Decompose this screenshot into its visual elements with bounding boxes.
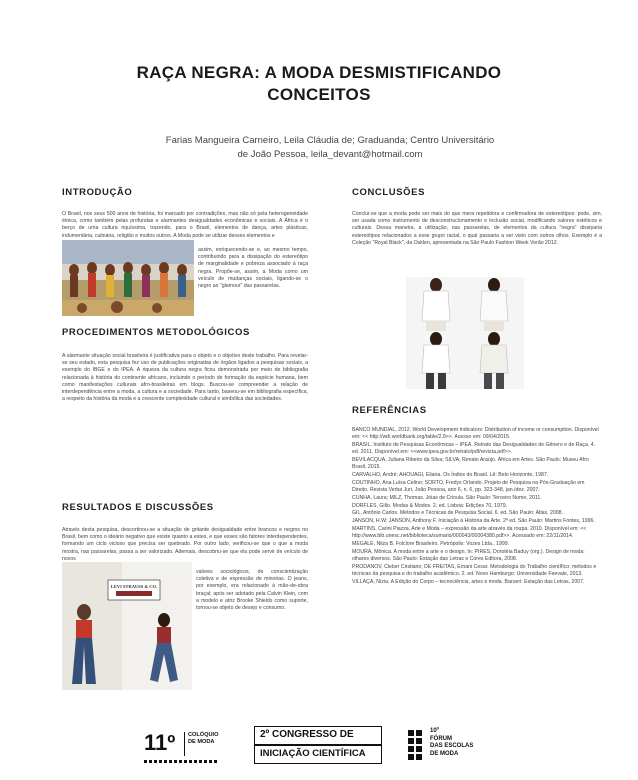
conclusions-heading: CONCLUSÕES [352,187,426,198]
results-text-top: Através desta pesquisa, descortinou-se a situação de gritante desigualdade entre brancos e negros no Brasil, bem como o ideário negativo que existe quanto a estes, e que esses são fatores interdependentes, formando um ciclo vicioso que precisa ser quebrado. Por outro lado, verificou-se que o que a moda mostra, nas passarelas, passa a ser valorizado. Ademais, descobriu-se que ela pode servir de veículo de novos [62,527,308,562]
coloquio-line-2: DE MODA [188,739,215,745]
results-text-side: valores sociológicos, de conscientização coletiva e de expressão de minorias. O jeans, por exemplo, era relacionado à mão-de-obra braçal; após ser adotado pela Calvin Klein, com a modelo e atriz Brooke Shields como suporte, tornou-se objeto de desejo e consumo. [196,569,308,612]
references-heading: REFERÊNCIAS [352,405,427,416]
forum-line-3: DE MODA [430,750,459,757]
forum-line-2: DAS ESCOLAS [430,743,474,749]
forum-number: 10º [430,728,439,734]
reference-item: DORFLES, Gillo. Modas & Modos. 2. ed. Lisboa: Edições 70, 1979. [352,502,508,509]
jeans-ad-image [62,562,192,690]
congresso-line-2: INICIAÇÃO CIENTÍFICA [260,748,366,759]
forum-emblem [408,730,428,760]
reference-item: MARTINS, Carini Piazza. Arte e Moda – expressão da arte através da roupa. 2010. Disponível em: << http://www.bib.unesc.net/biblioteca/sumario/000043/00004380.pdf>>. Acessado em: 22/11/2014. [352,525,587,540]
results-heading: RESULTADOS E DISCUSSÕES [62,502,214,513]
title-line-1: RAÇA NEGRA: A MODA DESMISTIFICANDO [136,63,502,82]
reference-item: MOURA, Mônica. A moda entre a arte e o design. In: PIRES, Dorotéia Baduy (org.). Design de moda: olhares diversos. São Paulo: Estação das Letras e Cores Editora, 2008. [352,548,585,562]
african-art-image [62,240,194,316]
reference-item: BANCO MUNDIAL, 2012. World Development Indicators: Distribution of income or consumption. Disponível em: << http://wdi.worldbank.org/table/2.9>>. Acesso em: 09/04/2015. [352,427,599,441]
footer-logos [0,708,638,780]
poster-title [40,62,598,106]
authors-line-2: de João Pessoa, leila_devant@hotmail.com [237,149,423,160]
title-line-2: CONCEITOS [267,85,371,104]
reference-item: MEGALE, Nilza B. Folclore Brasileiro. Petrópolis: Vozes Ltda., 1999. [352,540,510,547]
forum-line-1: FÓRUM [430,735,452,742]
reference-item: GIL, Antônio Carlos. Métodos e Técnicas de Pesquisa Social. 6. ed. São Paulo: Atlas, 2008. [352,510,563,517]
procedures-heading: PROCEDIMENTOS METODOLÓGICOS [62,327,250,338]
conclusions-text: Conclui-se que a moda pode ser mais do que mera repetidora e confirmadora de estereótipos: pode, sim, ser usada como instrumento de desconstrucionamento e inclusão social, modificando valores estéticos e culturais. Dessa maneira, a utilização, nas passarelas, de elementos da cultura "negra" dissiparia estereótipos relacionados a esse grupo racial, o qual passaria a ser visto com outros olhos. Exemplo é a Coleção "Royal Black", da Osklen, apresentada na São Paulo Fashion Week Verão 2012. [352,211,602,246]
reference-item: CARVALHO, André; AHOUAGI, Eliana. Os Índios do Brasil. Lê: Belo Horizonte, 1987. [352,472,549,478]
reference-item: JANSON, H.W; JANSON, Anthony F. Iniciação à História da Arte. 2ª ed. São Paulo: Martins Fontes, 1996. [352,518,595,525]
references-list [352,427,602,587]
forum-logo [408,726,508,766]
congresso-logo [254,726,384,766]
intro-heading: INTRODUÇÃO [62,187,133,198]
runway-photo [406,277,524,389]
coloquio-logo [144,730,234,766]
authors [90,134,570,162]
authors-line-1: Farias Mangueira Carneiro, Leila Cláudia de; Graduanda; Centro Universitário [165,135,495,146]
intro-text-side: assim, enriquecendo-se e, ao mesmo tempo, contribuindo para a dissipação do estereótipo de marginalidade e pobreza associado à raça negra. Propõe-se, assim, a Moda como um veículo de mudanças sociais, ligando-se o negro ao "glamour" das passarelas. [198,247,308,290]
coloquio-number: 11º [144,730,176,755]
runway-models-image [406,277,524,389]
reference-item: COUTINHO, Ana Luísa Celino; SORTO, Fredys Orlando. Projeto de Pesquisa na Pós-Graduação em Direito. Revista Verba Juri, João Pessoa, ano 6, n. 6, pp. 323-348, jan./dez. 2007. [352,479,585,493]
congresso-line-1: 2º CONGRESSO DE [260,729,354,740]
reference-item: CUNHA, Laura; MILZ, Thomas. Jóias de Crioula. São Paulo: Terceiro Nome, 2011. [352,494,542,501]
reference-item: VILLAÇA, Nízia. A Edição do Corpo – tecnociência, artes e moda. Barueri: Estação das Letras, 2007. [352,578,585,585]
reference-item: BRASIL. Instituto de Pesquisas Econômicas – IPEA. Retrato das Desigualdades de Gênero e de Raça. 4. ed. 2011. Disponível em: <<www.ipea.gov.br/retrato/pdf/revista.pdf>>. [352,442,596,456]
reference-item: PRODANOV, Cleber Cristiano; DE FREITAS, Ernani Cesar. Metodologia do Trabalho científico: métodos e técnicas da pesquisa e do trabalho acadêmico. 2. ed. Novo Hamburgo: Universidade Feevale, 2013. [352,563,597,577]
coloquio-underline [144,760,218,763]
ad-label: LEVI STRAUSS & CO. [110,584,158,589]
reference-item: BEVILACQUA, Juliana Ribeiro da Silva; SILVA, Renato Araújo. África em Artes. São Paulo: Museu Afro Brasil, 2015. [352,457,589,471]
intro-text-top: O Brasil, nos seus 500 anos de história, foi marcado por contradições, mas não só pela heterogeneidade étnica, como também pelas profundas e alarmantes desigualdades econômicas e sociais. A África é o berço de uma cultura riquíssima, trazendo, para o Brasil, elementos de dança, artes plásticas, indumentária, culinária, religião e muitos outros. A Moda pode se utilizar desses elementos e [62,211,308,239]
intro-photo [62,240,194,316]
coloquio-line-1: COLÓQUIO [188,732,219,738]
procedures-text: A alarmante situação social brasileira é justificativa para o objeto e o objetivo deste trabalho. Para revelar-se seu estado, esta pesquisa fez uso de publicações originadas de órgãos ligados a pesquisas sociais, a exemplo do IBGE e do IPEA. A riqueza da cultura negra ficou demonstrada por meio de bibliografia relacionada à história do continente africano, incluindo o período de formação da espécie humana, bem como manifestações culturais afro-brasileiras em blogs. Buscou-se compreender a relação de interdependência entre a moda, a cultura e a sociedade. Para tanto, baseou-se em bibliografia específica, a respeito da história da moda e a crescente complexidade cultural e simbólica das sociedades. [62,353,308,403]
jeans-ad-photo [62,562,192,690]
